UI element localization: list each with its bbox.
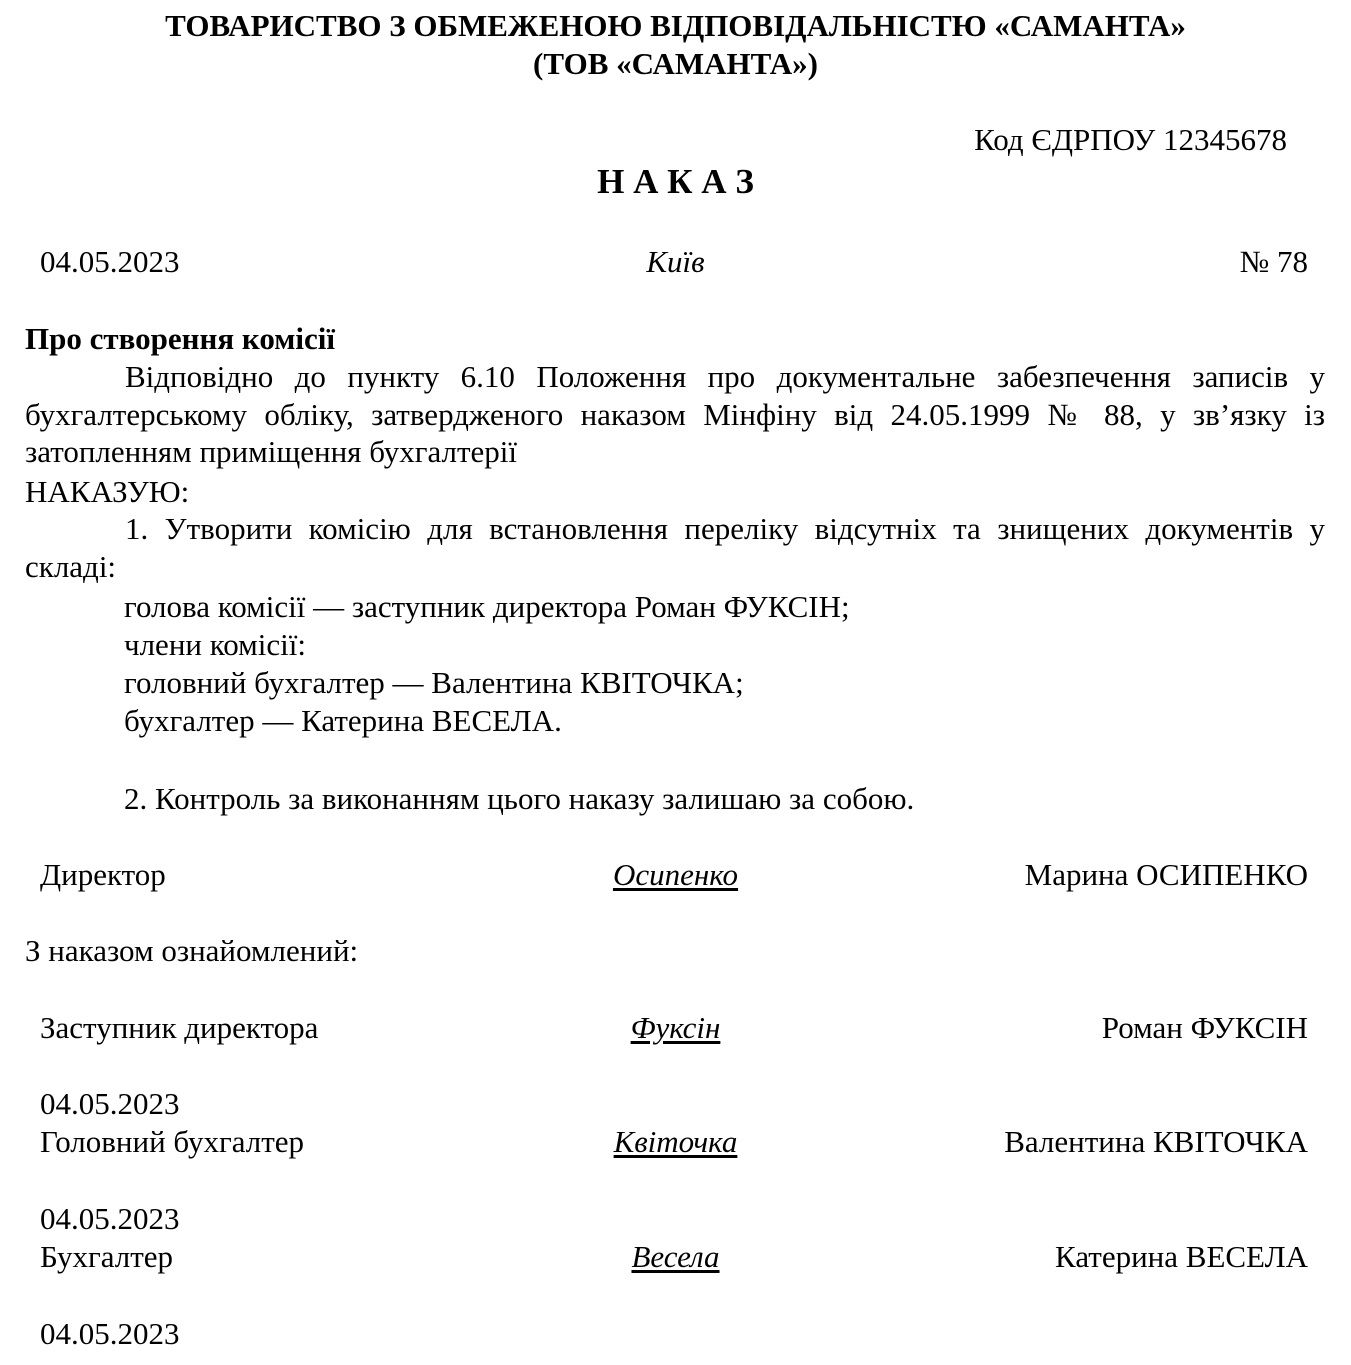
ack-signature-1: Фуксін <box>630 1010 721 1045</box>
order-item-2: 2. Контроль за виконанням цього наказу залишаю за собою. <box>124 781 915 816</box>
director-signature: Осипенко <box>612 857 739 892</box>
ack-position-3: Бухгалтер <box>40 1239 174 1274</box>
ack-signature-3: Весела <box>631 1239 720 1274</box>
document-type-title: Н А К А З <box>597 162 754 201</box>
org-full-name: ТОВАРИСТВО З ОБМЕЖЕНОЮ ВІДПОВІДАЛЬНІСТЮ «САМАНТА» <box>165 8 1186 43</box>
commission-member-1: головний бухгалтер — Валентина КВІТОЧКА; <box>124 665 744 700</box>
ack-signature-2: Квіточка <box>613 1124 738 1159</box>
order-item-1: 1. Утворити комісію для встановлення переліку відсутніх та знищених документів у складі: <box>25 511 1325 584</box>
ack-name-1: Роман ФУКСІН <box>1101 1010 1308 1045</box>
ack-date-1: 04.05.2023 <box>40 1086 180 1121</box>
director-name: Марина ОСИПЕНКО <box>1024 857 1308 892</box>
ack-position-1: Заступник директора <box>40 1010 319 1045</box>
edrpou-code: Код ЄДРПОУ 12345678 <box>974 122 1287 157</box>
acknowledged-label: З наказом ознайомлений: <box>25 933 359 968</box>
commission-member-2: бухгалтер — Катерина ВЕСЕЛА. <box>124 703 562 738</box>
ack-name-2: Валентина КВІТОЧКА <box>1004 1124 1308 1159</box>
ack-date-3: 04.05.2023 <box>40 1316 180 1351</box>
order-date: 04.05.2023 <box>40 244 180 279</box>
org-short-name: (ТОВ «САМАНТА») <box>533 46 818 81</box>
ack-position-2: Головний бухгалтер <box>40 1124 305 1159</box>
preamble-paragraph: Відповідно до пункту 6.10 Положення про документальне забезпечення записів у бухгалтерському обліку, затвердженого наказом Мінфіну від 24.05.1999 № 88, у зв’язку із затопленням приміщення бухгалтерії <box>25 359 1325 469</box>
ack-name-3: Катерина ВЕСЕЛА <box>1055 1239 1308 1274</box>
commission-members-label: члени комісії: <box>124 627 306 662</box>
commission-head: голова комісії — заступник директора Роман ФУКСІН; <box>124 589 850 624</box>
ack-date-2: 04.05.2023 <box>40 1201 180 1236</box>
order-subject: Про створення комісії <box>25 321 335 356</box>
order-word: НАКАЗУЮ: <box>25 474 190 509</box>
director-position: Директор <box>40 857 166 892</box>
order-city: Київ <box>646 244 705 279</box>
order-number: № 78 <box>1239 244 1308 279</box>
